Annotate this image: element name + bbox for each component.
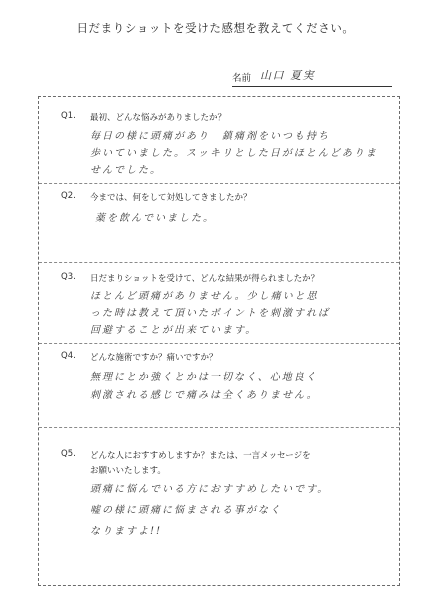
page-title: 日だまりショットを受けた感想を教えてください。 <box>76 21 355 35</box>
name-label: 名前 <box>232 73 252 84</box>
question-number: Q4. <box>61 351 76 361</box>
name-value: 山口 夏実 <box>260 69 315 82</box>
answer-line: なりますよ!! <box>90 526 163 537</box>
answer-line: 歩いていました。スッキリとした日がほとんどありま <box>90 148 378 159</box>
answer-line: ほとんど頭痛がありません。少し痛いと思 <box>90 291 319 302</box>
answer-line: 無理にとか強くとかは一切なく、心地良く <box>90 372 318 383</box>
answer-line: 毎日の様に頭痛があり 鎮痛剤をいつも持ち <box>90 131 330 142</box>
answer-line: 回避することが出来ています。 <box>90 325 258 336</box>
answer-line: せんでした。 <box>90 165 162 176</box>
question-text: 最初、どんな悩みがありましたか？ <box>90 113 227 123</box>
divider <box>39 262 399 263</box>
name-field <box>232 64 392 87</box>
divider <box>39 343 399 344</box>
question-text-continued: お願いいたします。 <box>90 466 166 476</box>
question-text: 今までは、何をして対処してきましたか？ <box>90 193 252 203</box>
questionnaire-box <box>38 96 400 586</box>
question-number: Q2. <box>61 191 76 201</box>
answer-line: った時は教えて頂いたポイントを刺激すれば <box>90 308 330 319</box>
answer-line: 刺激される感じで痛みは全くありません。 <box>90 390 319 401</box>
answer-line: 嘘の様に頭痛に悩まされる事がなく <box>90 505 282 516</box>
answer-line: 頭痛に悩んでいる方におすすめしたいです。 <box>90 484 330 495</box>
question-number: Q1. <box>61 111 76 121</box>
question-text: どんな人におすすめしますか？または、一言メッセージを <box>90 451 311 461</box>
question-text: どんな施術ですか？痛いですか？ <box>90 353 218 363</box>
divider <box>39 427 399 428</box>
divider <box>39 183 399 184</box>
question-number: Q3. <box>61 272 76 282</box>
answer-line: 薬を飲んでいました。 <box>95 213 215 224</box>
question-text: 日だまりショットを受けて、どんな結果が得られましたか？ <box>90 274 320 284</box>
question-number: Q5. <box>61 449 76 459</box>
